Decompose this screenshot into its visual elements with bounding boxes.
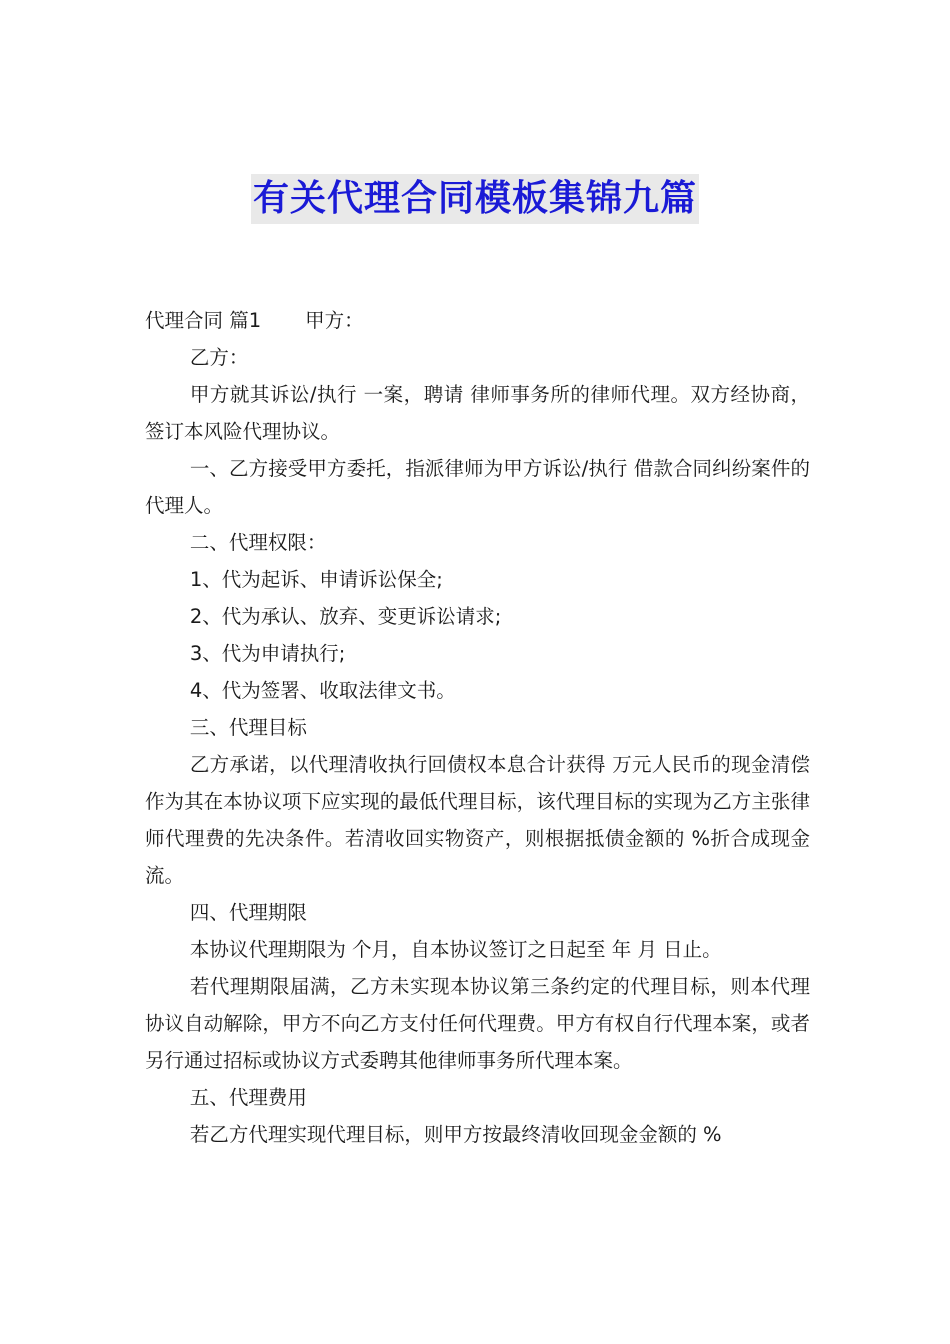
paragraph-clause-5-heading: 五、代理费用	[189, 1086, 307, 1109]
paragraph-clause-4-expiry: 若代理期限届满，乙方未实现本协议第三条约定的代理目标，则本代理协议自动解除，甲方不向乙方支付任何代理费。甲方有权自行代理本案，或者另行通过招标或协议方式委聘其他律师事务所代理本案。	[145, 975, 810, 1072]
paragraph-party-b: 乙方：	[189, 346, 249, 369]
party-a-label: 甲方：	[305, 309, 364, 332]
section-heading: 代理合同 篇1	[145, 309, 262, 332]
heading-line	[145, 302, 810, 339]
paragraph-clause-3-body: 乙方承诺，以代理清收执行回债权本息合计获得 万元人民币的现金清偿作为其在本协议项下应实现的最低代理目标，该代理目标的实现为乙方主张律师代理费的先决条件。若清收回实物资产，则根据抵债金额的 %折合成现金流。	[145, 753, 810, 887]
title-container	[0, 174, 950, 224]
paragraph-intro: 甲方就其诉讼/执行 一案，聘请 律师事务所的律师代理。双方经协商，签订本风险代理协议。	[145, 383, 810, 443]
paragraph-clause-4-heading: 四、代理期限	[189, 901, 307, 924]
paragraph-clause-4-term: 本协议代理期限为 个月，自本协议签订之日起至 年 月 日止。	[189, 938, 722, 961]
list-item: 1、代为起诉、申请诉讼保全;	[189, 568, 443, 591]
document-title: 有关代理合同模板集锦九篇	[251, 174, 699, 224]
paragraph-clause-2-heading: 二、代理权限：	[189, 531, 327, 554]
document-body	[145, 302, 810, 1153]
paragraph-clause-1: 一、乙方接受甲方委托，指派律师为甲方诉讼/执行 借款合同纠纷案件的代理人。	[145, 457, 810, 517]
paragraph-clause-3-heading: 三、代理目标	[189, 716, 307, 739]
paragraph-clause-5-body: 若乙方代理实现代理目标，则甲方按最终清收回现金金额的 %	[189, 1123, 722, 1146]
list-item: 4、代为签署、收取法律文书。	[189, 679, 456, 702]
list-item: 2、代为承认、放弃、变更诉讼请求;	[189, 605, 502, 628]
list-item: 3、代为申请执行;	[189, 642, 346, 665]
